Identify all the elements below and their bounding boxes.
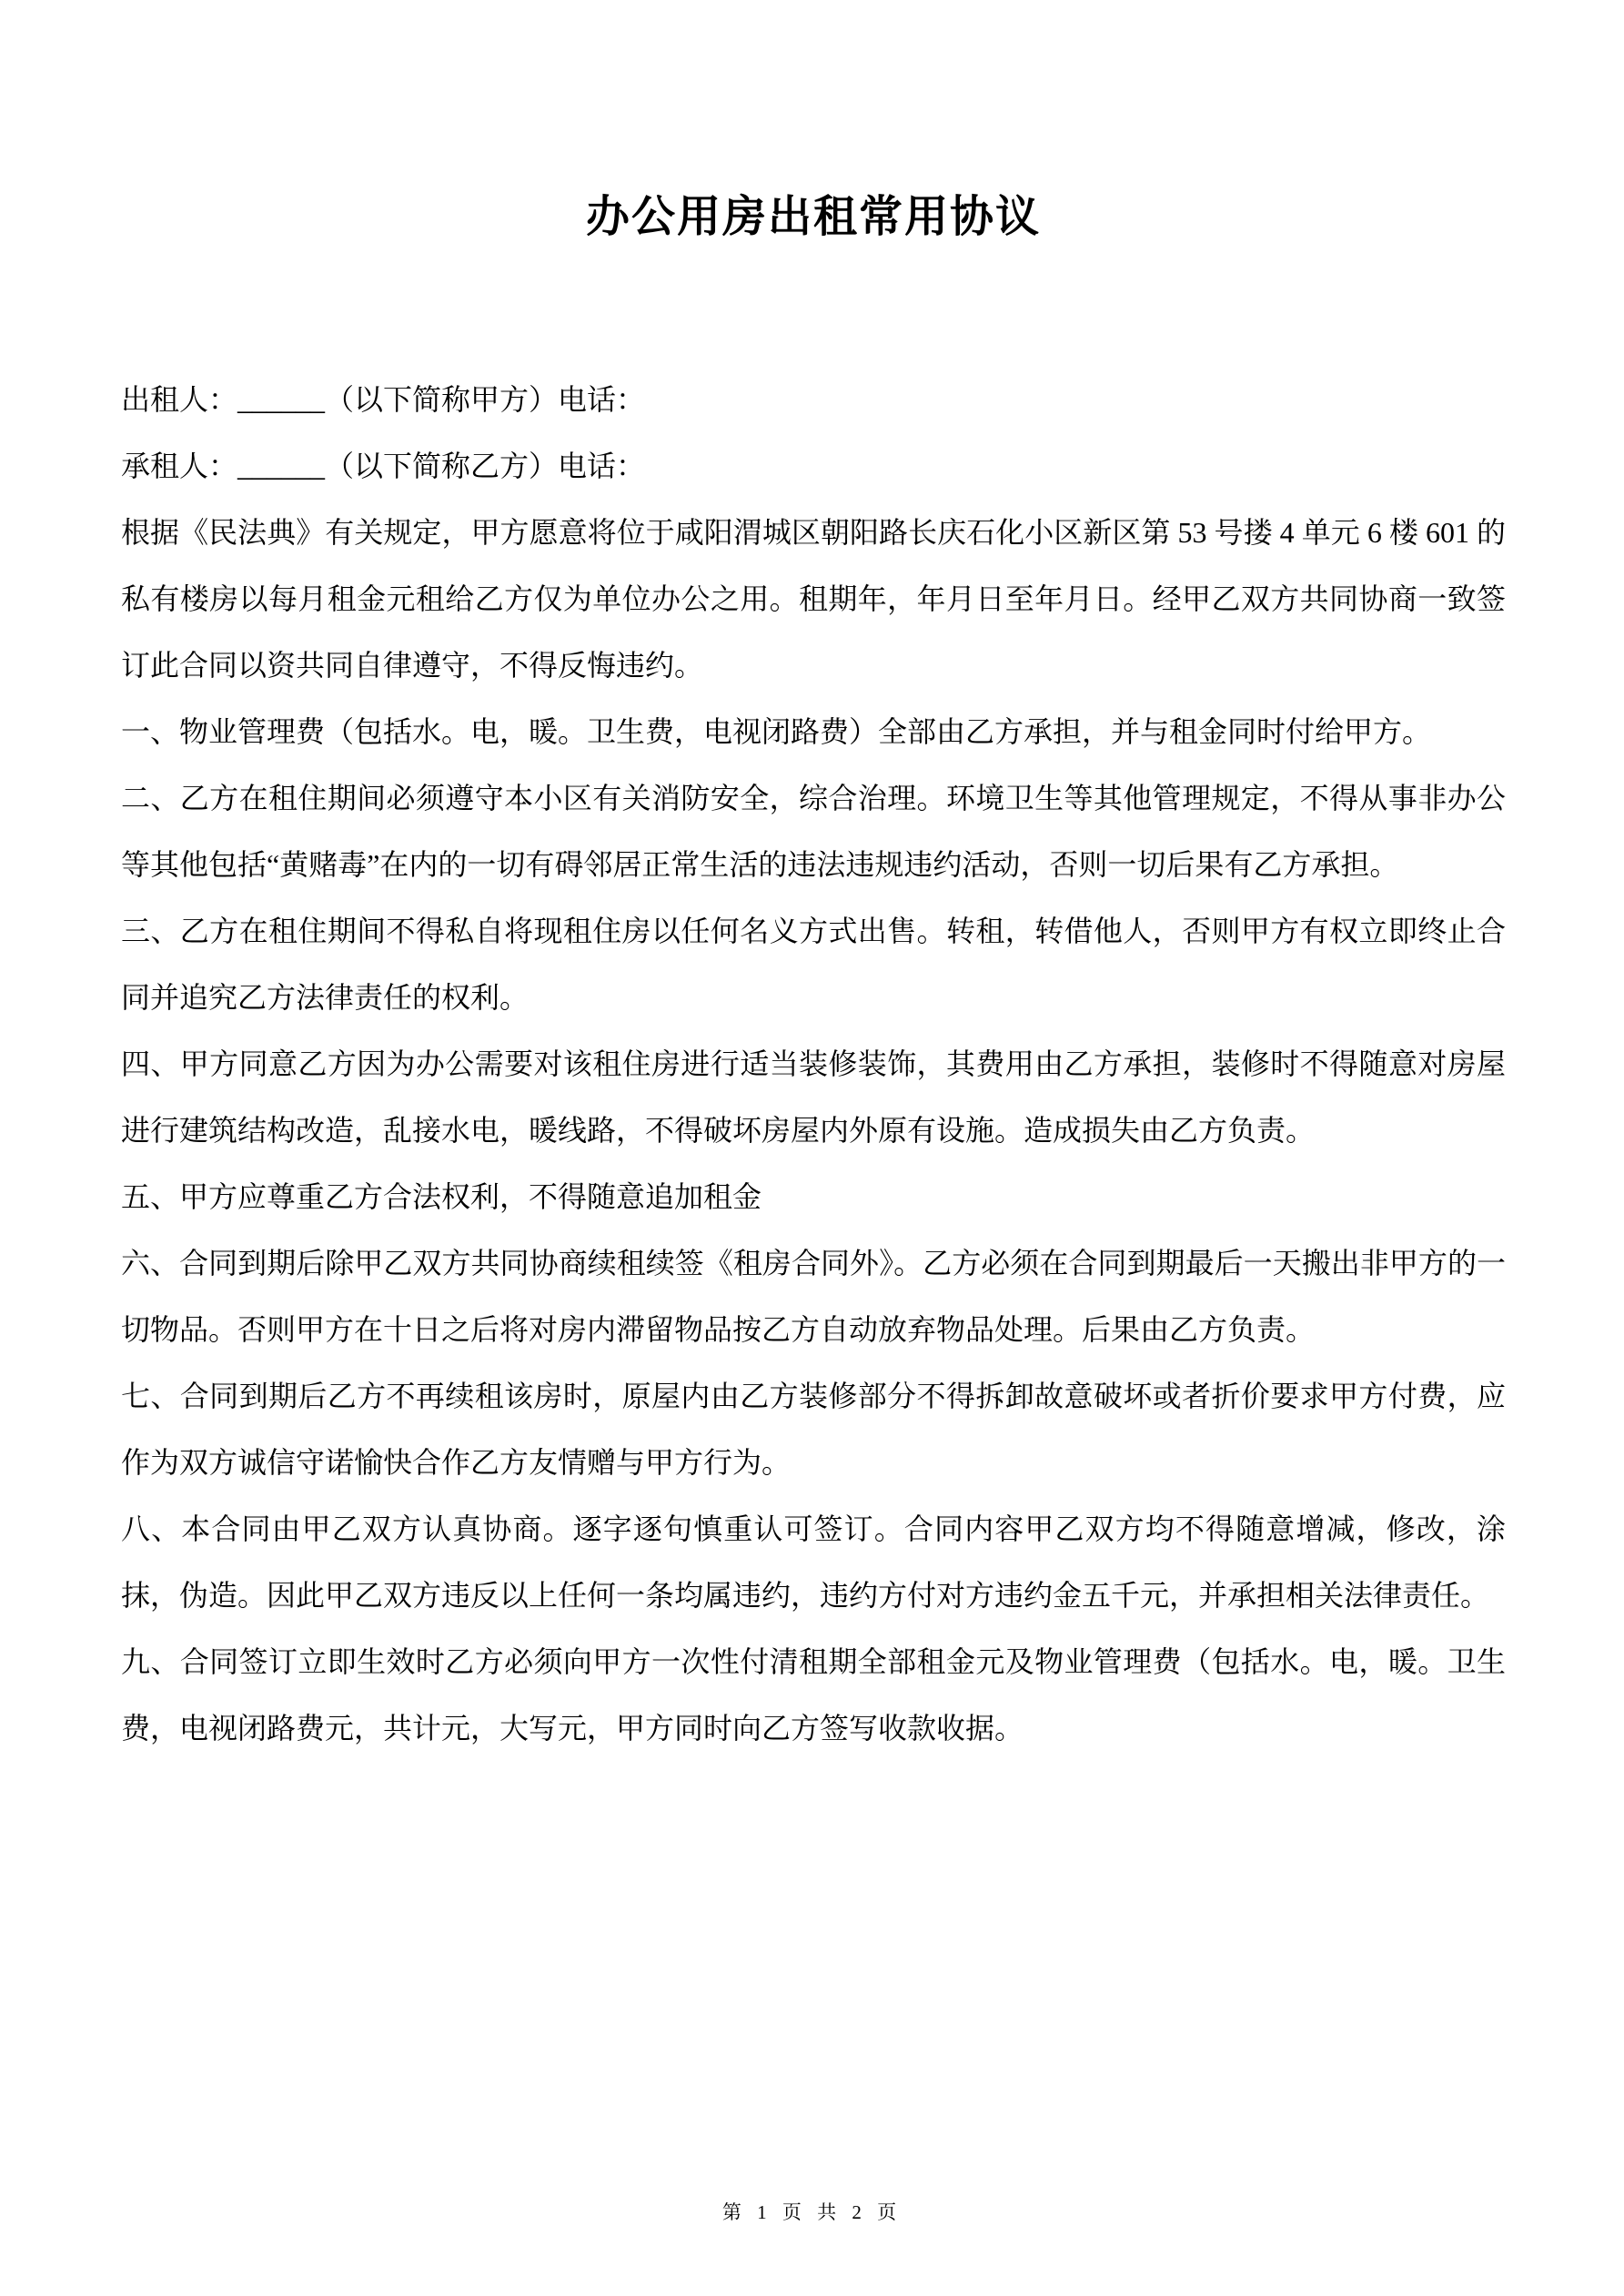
paragraph-clause-4: 四、甲方同意乙方因为办公需要对该租住房进行适当装修装饰，其费用由乙方承担，装修时不得随意对房屋进行建筑结构改造，乱接水电，暖线路，不得破坏房屋内外原有设施。造成损失由乙方负责。 xyxy=(121,1047,1506,1147)
paragraph-clause-7: 七、合同到期后乙方不再续租该房时，原屋内由乙方装修部分不得拆卸故意破坏或者折价要求甲方付费，应作为双方诚信守诺愉快合作乙方友情赠与甲方行为。 xyxy=(121,1379,1506,1479)
page-number-footer: 第 1 页 共 2 页 xyxy=(721,2201,903,2223)
paragraph-clause-2: 二、乙方在租住期间必须遵守本小区有关消防安全，综合治理。环境卫生等其他管理规定，不得从事非办公等其他包括“黄赌毒”在内的一切有碍邻居正常生活的违法违规违约活动，否则一切后果有乙方承担。 xyxy=(121,781,1506,881)
paragraph-preamble: 根据《民法典》有关规定，甲方愿意将位于咸阳渭城区朝阳路长庆石化小区新区第 53 号搂 4 单元 6 楼 601 的私有楼房以每月租金元租给乙方仅为单位办公之用。租期年，年月日至年月日。经甲乙双方共同协商一致签订此合同以资共同自律遵守，不得反悔违约。 xyxy=(121,515,1506,682)
paragraph-lessee-line: 承租人：______（以下简称乙方）电话： xyxy=(121,449,646,482)
document-title: 办公用房出租常用协议 xyxy=(585,193,1041,241)
paragraph-clause-1: 一、物业管理费（包括水。电，暖。卫生费，电视闭路费）全部由乙方承担，并与租金同时付给甲方。 xyxy=(121,714,1432,748)
paragraph-clause-5: 五、甲方应尊重乙方合法权利，不得随意追加租金 xyxy=(121,1179,762,1213)
paragraph-clause-6: 六、合同到期后除甲乙双方共同协商续租续签《租房合同外》。乙方必须在合同到期最后一天搬出非甲方的一切物品。否则甲方在十日之后将对房内滞留物品按乙方自动放弃物品处理。后果由乙方负责。 xyxy=(121,1246,1506,1346)
document-body xyxy=(121,367,1506,1762)
paragraph-lessor-line: 出租人：______（以下简称甲方）电话： xyxy=(121,382,646,416)
paragraph-clause-9: 九、合同签订立即生效时乙方必须向甲方一次性付清租期全部租金元及物业管理费（包括水。电，暖。卫生费，电视闭路费元，共计元，大写元，甲方同时向乙方签写收款收据。 xyxy=(121,1644,1506,1745)
paragraph-clause-8: 八、本合同由甲乙双方认真协商。逐字逐句慎重认可签订。合同内容甲乙双方均不得随意增减，修改，涂抹，伪造。因此甲乙双方违反以上任何一条均属违约，违约方付对方违约金五千元，并承担相关法律责任。 xyxy=(121,1512,1506,1612)
paragraph-clause-3: 三、乙方在租住期间不得私自将现租住房以任何名义方式出售。转租，转借他人，否则甲方有权立即终止合同并追究乙方法律责任的权利。 xyxy=(121,914,1506,1014)
